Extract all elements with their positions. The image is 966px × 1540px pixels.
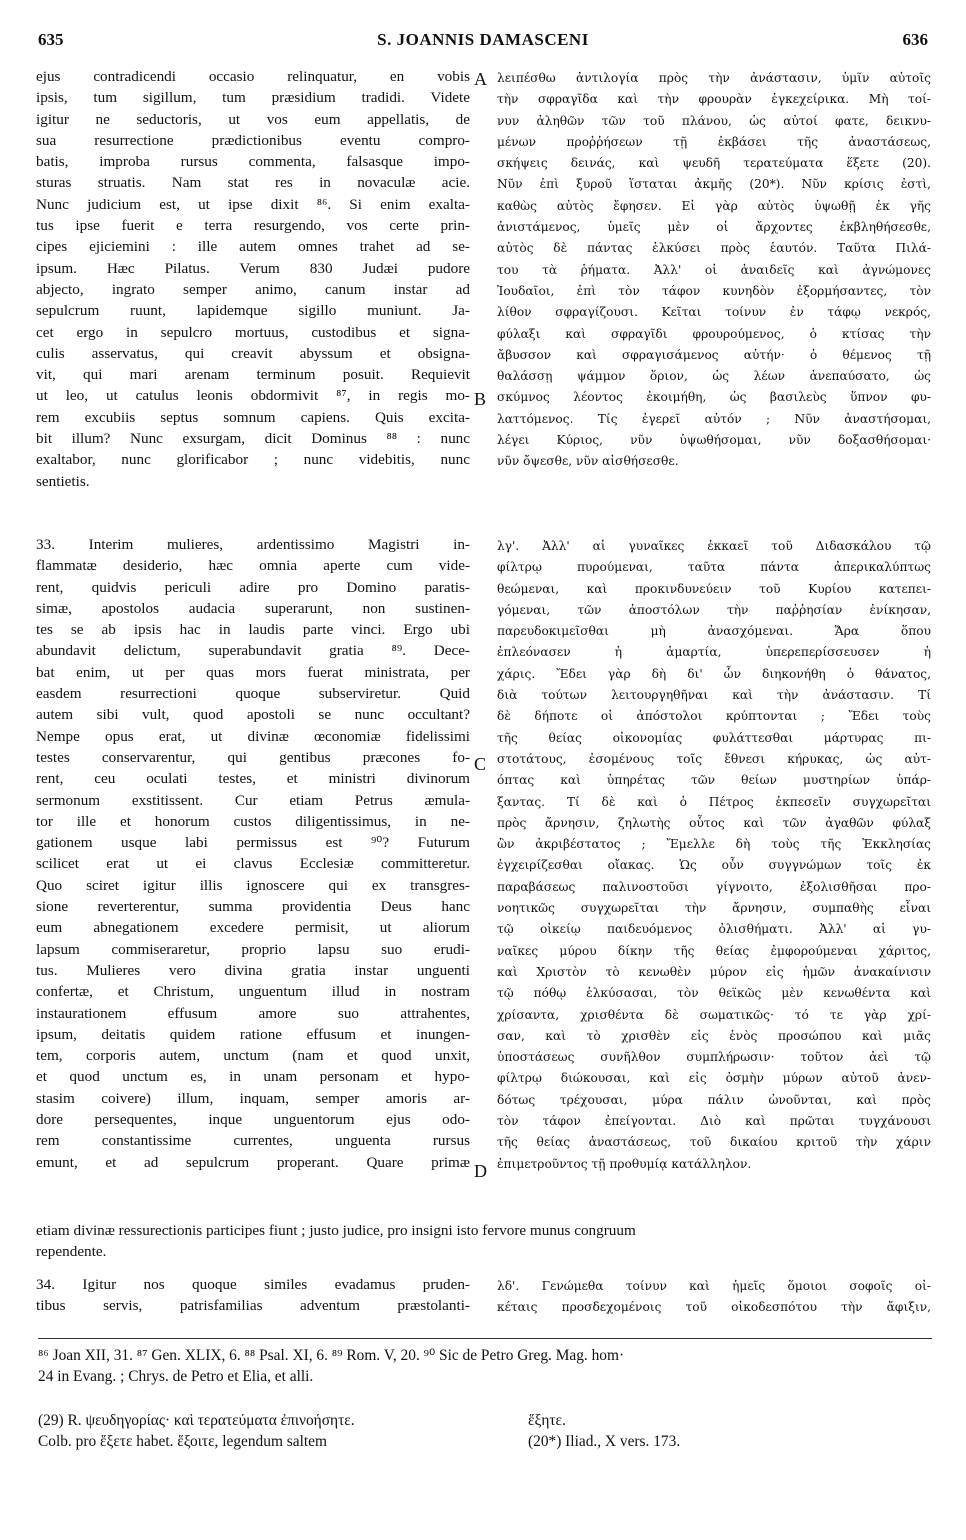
latin-line: testes conservarentur, qui gentibus præcones fo- <box>36 748 470 766</box>
latin-line: cipes ejiciemini : ille autem omnes trahet ad se- <box>36 238 470 256</box>
latin-line: rent, ceu oculati testes, et ministri divinorum <box>36 770 470 788</box>
latin-line: bit illum? Nunc exsurgam, dicit Dominus ⁸⁸ : nunc <box>36 430 470 448</box>
latin-line: scilicet erat ut ei clavus Ecclesiæ committeretur. <box>36 855 470 873</box>
greek-line: τῷ οἰκείῳ παιδευόμενος ὀλισθήματι. Ἀλλ' αἱ γυ- <box>497 922 931 937</box>
latin-line: ut leo, ut catulus leonis obdormivit ⁸⁷, in regis mo- <box>36 387 470 405</box>
greek-line: μένων προῤῥήσεων τῇ ἐκβάσει τῆς ἀναστάσεως, <box>497 134 931 149</box>
margin-letter-c: C <box>474 754 487 774</box>
greek-line: τῷ πόθῳ ἑλκύσασαι, τὸν θεϊκῶς μὲν κενωθέντα καὶ <box>497 986 931 1001</box>
latin-line: tibus servis, patrisfamilias adventum præstolanti- <box>36 1297 470 1315</box>
page-title: S. JOANNIS DAMASCENI <box>377 30 589 49</box>
latin-line: sturas struatis. Nam stat res in novaculæ acie. <box>36 174 470 192</box>
greek-line: καθὼς αὐτὸς ἔφησεν. Εἰ γὰρ αὐτὸς ὑψωθῇ ἐκ γῆς <box>497 198 931 213</box>
latin-line: Quo sciret igitur illis ignoscere qui ex transgres- <box>36 876 470 894</box>
greek-line: ναῖκες μύρου δίκην τῆς θείας ἐμφορούμεναι χάριτος, <box>497 943 931 958</box>
latin-line: easdem resurrectioni quoque subserviretur. Quid <box>36 685 470 703</box>
greek-column-middle <box>497 536 931 1175</box>
latin-line: et quod unctum es, in unam personam et hypo- <box>36 1068 470 1086</box>
page-number-right: 636 <box>902 30 928 49</box>
latin-line: sentietis. <box>36 472 90 490</box>
greek-line: παραβάσεως παλινοστοῦσι γίγνοιτο, ἐξολισθῆσαι προ- <box>497 879 931 894</box>
greek-line: φίλτρῳ πυρούμεναι, ταῦτα πάντα ἀπερικαλύπτως <box>497 560 931 575</box>
greek-column-top <box>497 68 931 473</box>
latin-column-middle <box>36 534 470 1173</box>
greek-line: ξαντας. Τί δὲ καὶ ὁ Πέτρος ἐκπεσεῖν συγχωρεῖται <box>497 794 931 809</box>
latin-line: ipsum, deitatis quidem ratione effusum et inungen- <box>36 1025 470 1043</box>
greek-line: λαττόμενος. Τίς ἐγερεῖ αὐτόν ; Νῦν ἀναστήσομαι, <box>497 411 931 426</box>
latin-line: Nunc judicium est, ut ipse dixit ⁸⁶. Si enim exalta- <box>36 195 470 213</box>
latin-line: sermonum exstitissent. Cur etiam Petrus æmula- <box>36 791 470 809</box>
greek-line: τὴν σφραγῖδα καὶ τὴν φρουρὰν ἐγκεχείρικα. Μὴ τοί- <box>497 92 931 107</box>
latin-line: tus. Mulieres vero divina gratia instar unguenti <box>36 961 470 979</box>
greek-line: φύλαξι καὶ σφραγῖδι φρουρούμενος, ὁ κτίσας τὴν <box>497 326 931 341</box>
greek-line: λίθον σφραγίζουσι. Κεῖται τοίνυν ἐν τάφῳ νεκρός, <box>497 305 931 320</box>
footnote-ref-line: 24 in Evang. ; Chrys. de Petro et Elia, et alli. <box>38 1368 314 1385</box>
latin-line: stasim coivere) illum, inquam, semper amoris ar- <box>36 1089 470 1107</box>
greek-line: ὢν ἀκριβέστατος ; Ἔμελλε δὴ τοὺς τῆς Ἐκκλησίας <box>497 837 931 852</box>
greek-line: κέταις προσδεχομένοις τοῦ οἰκοδεσπότου τὴν ἄφιξιν, <box>497 1300 931 1315</box>
greek-line: λειπέσθω ἀντιλογία πρὸς τὴν ἀνάστασιν, ὑμῖν αὐτοῖς <box>497 71 931 85</box>
latin-line: igitur ne seductoris, ut vos eum appellatis, de <box>36 110 470 128</box>
greek-line: Ἰουδαῖοι, ἐπὶ τὸν τάφον κυνηδὸν ἐξορμήσαντες, τὸν <box>497 283 931 298</box>
greek-line: καὶ Χριστὸν τὸ κενωθὲν μύρον εἰς ἡμῶν ἀνακαίνισιν <box>497 964 931 979</box>
latin-line: sepulcrum ruunt, lapidemque sigillo muniunt. Ja- <box>36 302 470 320</box>
critical-notes-left <box>38 1410 355 1452</box>
latin-line: ipsis, tum sigillum, tum præsidium tradidi. Videte <box>36 89 470 107</box>
greek-line: αὐτὸς δὲ πάντας ἑλκύσει πρὸς ἑαυτόν. Ταῦτα Πιλά- <box>497 241 931 256</box>
greek-line: χρίσαντα, χρισθέντα δὲ σωματικῶς· τό τε γὰρ χρί- <box>497 1007 931 1022</box>
latin-line: tus ipse fuerit e terra resurgendo, vos certe prin- <box>36 217 470 235</box>
latin-line: 33. Interim mulieres, ardentissimo Magistri in- <box>36 536 470 553</box>
latin-line: tor ille et honorum custos diligentissimus, in ne- <box>36 812 470 830</box>
greek-column-bottom <box>497 1276 931 1319</box>
critical-notes-right <box>528 1410 680 1452</box>
latin-line: instaurationem effusum amore suo attrahentes, <box>36 1004 470 1022</box>
greek-line: θαλάσσῃ ψάμμον ὅριον, ὡς λέων ἀνεπαύσατο, ὡς <box>497 369 931 384</box>
greek-line: τὸν τάφον ἐπείγονται. Διὸ καὶ πρῶται τυγχάνουσι <box>497 1114 931 1129</box>
latin-line: emunt, et ad sepulcrum properant. Quare primæ <box>36 1153 470 1171</box>
latin-line: eum abnegationem excedere permisit, ut aliorum <box>36 919 470 937</box>
greek-line: στοτάτους, ἐσομένους τοῖς ἔθνεσι κήρυκας, ὡς αὐτ- <box>497 751 931 766</box>
latin-line: sione reverterentur, summa providentia Deus hanc <box>36 898 470 916</box>
greek-line: λγ'. Ἀλλ' αἱ γυναῖκες ἐκκαεῖ τοῦ Διδασκάλου τῷ <box>497 539 931 553</box>
latin-line: culis asservatus, qui creavit abyssum et obsigna- <box>36 344 470 362</box>
latin-line: ejus contradicendi occasio relinquatur, en vobis <box>36 68 470 85</box>
latin-line: rem excubiis septus somnum capiens. Quis excita- <box>36 408 470 426</box>
latin-line: abjecto, ingrato semper animo, canum instar ad <box>36 280 470 298</box>
critical-note-line: (29) R. ψευδηγορίας· καὶ τερατεύματα ἐπινοήσητε. <box>38 1412 355 1429</box>
margin-letter-b: B <box>474 389 487 409</box>
greek-line: δὲ δήποτε οἱ ἀπόστολοι κρύπτονται ; Ἔδει τοὺς <box>497 709 931 724</box>
greek-line: λέγει Κύριος, νῦν ὑψωθήσομαι, νῦν δοξασθήσομαι· <box>497 433 931 448</box>
greek-line: σκύμνος λέοντος ἐκοιμήθη, ὡς βασιλεὺς ὕπνον φυ- <box>497 390 931 405</box>
latin-column-bottom <box>36 1274 470 1317</box>
critical-note-line: (20*) Iliad., X vers. 173. <box>528 1433 681 1450</box>
latin-line: bat enim, ut per quas mors fuerat ministrata, per <box>36 663 470 681</box>
latin-line: dore persequentes, inque unguentorum ejus odo- <box>36 1111 470 1129</box>
latin-line: Nempe opus erat, ut divinæ œconomiæ fidelissimi <box>36 727 470 745</box>
greek-line: νυν ἀληθῶν τῶν τοῦ πλάνου, ὡς αὐτοί φατε, δεικνυ- <box>497 113 931 128</box>
margin-letter-d: D <box>474 1161 487 1181</box>
latin-line: vit, qui mari arenam terminum posuit. Requievit <box>36 366 470 384</box>
greek-line: σαν, καὶ τὸ χρισθὲν εἰς ἑνὸς προσώπου καὶ μιᾶς <box>497 1028 931 1043</box>
greek-line: όπτας καὶ ὑπηρέτας τῶν θείων μυστηρίων ὑπάρ- <box>497 773 931 788</box>
footnote-references <box>38 1345 624 1387</box>
greek-line: νοητικῶς συγχωρεῖται τὴν ἄρνησιν, συμπαθὴς εἶναι <box>497 901 931 916</box>
page-number-left: 635 <box>38 30 64 49</box>
footnote-ref-line: ⁸⁶ Joan XII, 31. ⁸⁷ Gen. XLIX, 6. ⁸⁸ Psal. XI, 6. ⁸⁹ Rom. V, 20. ⁹⁰ Sic de Petro Greg. Mag. hom· <box>38 1347 625 1364</box>
latin-column-top <box>36 66 470 492</box>
greek-line: τῆς θείας ἀναστάσεως, τοῦ δικαίου κριτοῦ τὴν χάριν <box>497 1135 931 1150</box>
greek-line: θεώμεναι, καὶ προκινδυνεύειν τοῦ Κυρίου κατεπει- <box>497 581 931 596</box>
latin-line: confertæ, et Christum, unguentum illud in nostram <box>36 983 470 1001</box>
greek-line: παρευδοκιμεῖσθαι μὴ ἀνασχόμεναι. Ἄρα ὅπου <box>497 624 931 639</box>
latin-line: cet ergo in sepulcro mortuus, custodibus et signa- <box>36 323 470 341</box>
greek-line: ἄβυσσον καὶ σφραγισάμενος αὐτήν· ὁ θέμενος τῇ <box>497 347 931 362</box>
greek-line: ἐπλεόνασεν ἡ ἁμαρτία, ὑπερεπερίσσευσεν ἡ <box>497 645 931 660</box>
latin-line: exaltabor, nunc glorificabor ; nunc videbitis, nunc <box>36 451 470 469</box>
latin-line: abundavit delictum, superabundavit gratia ⁸⁹. Dece- <box>36 642 470 660</box>
greek-line: φίλτρῳ διώκουσαι, καὶ εἰς ὀσμὴν μύρων αὐτοῦ ἀνεν- <box>497 1071 931 1086</box>
latin-line: rent, quidvis periculi adire pro Domino paratis- <box>36 578 470 596</box>
latin-line: ipsum. Hæc Pilatus. Verum 830 Judæi pudore <box>36 259 470 277</box>
latin-line: lapsum commiseraretur, proprio lapsu suo erudi- <box>36 940 470 958</box>
latin-spanning-line: etiam divinæ ressurectionis participes fiunt ; justo judice, pro insigni isto fervore munus congruum <box>36 1222 636 1239</box>
running-header <box>0 30 966 52</box>
greek-line: του τὰ ῥήματα. Ἀλλ' οἱ ἀναιδεῖς καὶ ἀγνώμονες <box>497 262 931 277</box>
latin-tail-line: rependente. <box>36 1243 107 1261</box>
greek-line: διὰ τούτων λειτουργηθῆναι καὶ τὴν ἀνάστασιν. Τί <box>497 688 931 703</box>
greek-line: ἐπιμετροῦντος τῇ προθυμίᾳ κατάλληλον. <box>497 1156 752 1171</box>
greek-line: ὑποστάσεως συνῆλθον συμπλήρωσιν· τοῦτον ἀεὶ τῷ <box>497 1050 931 1065</box>
greek-line: νῦν ὄψεσθε, νῦν αἰσθήσεσθε. <box>497 454 679 469</box>
latin-line: flammatæ desiderio, hæc omnia aperte cum vide- <box>36 557 470 575</box>
latin-line: batis, improba rursus commenta, falsasque impo- <box>36 153 470 171</box>
greek-line: χάρις. Ἔδει γὰρ δὴ δι' ὧν διηκονήθη ὁ θάνατος, <box>497 666 931 681</box>
latin-full-line <box>36 1220 936 1263</box>
footnote-divider <box>38 1338 932 1339</box>
greek-line: πρὸς ἄρνησιν, ζηλωτὴς οὗτος καὶ τῶν ἀγαθῶν φύλαξ <box>497 815 931 830</box>
latin-line: gationem usque labi permissus est ⁹⁰? Futurum <box>36 834 470 852</box>
greek-line: δότως τρέχουσαι, μύρα πάλιν ὠνοῦνται, καὶ πρὸς <box>497 1092 931 1107</box>
greek-line: ἀνιστάμενος, ὑμεῖς μὲν οἱ ἄρχοντες ἐκβληθήσεσθε, <box>497 220 931 235</box>
latin-line: rem constantissime currentes, unguenta rursus <box>36 1132 470 1150</box>
latin-line: simæ, apostolos audacia superarunt, non sustinen- <box>36 599 470 617</box>
margin-letter-a: A <box>474 69 487 89</box>
latin-line: autem sibi vult, quod apostoli se nunc occultant? <box>36 706 470 724</box>
greek-line: λδ'. Γενώμεθα τοίνυν καὶ ἡμεῖς ὅμοιοι σοφοῖς οἰ- <box>497 1279 931 1293</box>
greek-line: γόμεναι, τῶν ἀποστόλων τὴν παῤῥησίαν ἐνίκησαν, <box>497 602 931 617</box>
greek-line: τῆς θείας οἰκονομίας φυλάττεσθαι μάρτυρας πι- <box>497 730 931 745</box>
latin-line: 34. Igitur nos quoque similes evadamus pruden- <box>36 1276 470 1293</box>
greek-line: ἐγχειρίζεσθαι οἴακας. Ὡς οὖν συγγνώμων τοῖς ἐκ <box>497 858 931 873</box>
critical-note-line: ἕξητε. <box>528 1412 566 1429</box>
greek-line: σκήψεις δεινάς, καὶ ψευδῆ τερατεύματα ἕξετε (20). <box>497 156 931 171</box>
latin-line: tes se ab ipsis hac in laudis parte vinci. Ergo ubi <box>36 621 470 639</box>
critical-note-line: Colb. pro ἕξετε habet. ἕξοιτε, legendum saltem <box>38 1433 327 1450</box>
latin-line: sua resurrectione prædictionibus eventu compro- <box>36 131 470 149</box>
greek-line: Νῦν ἐπὶ ξυροῦ ἵσταται ἀκμῆς (20*). Νῦν κρίσις ἐστὶ, <box>497 177 931 192</box>
latin-line: tem, corporis autem, unctum (nam et quod unxit, <box>36 1047 470 1065</box>
